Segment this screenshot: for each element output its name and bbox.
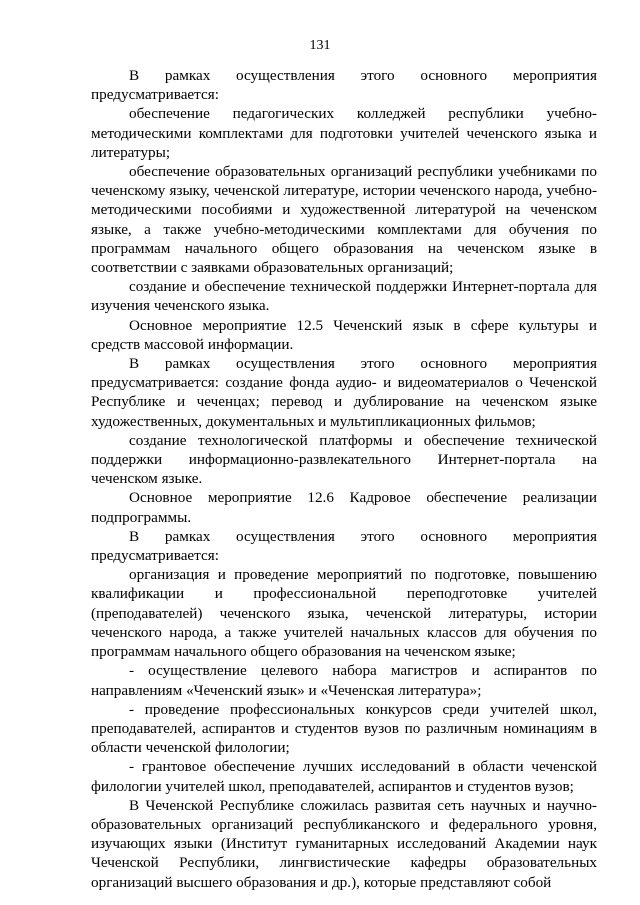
paragraph-tech-platform: создание технологической платформы и обеспечение технической поддержки информационно-развлекательного Интернет-портала на чеченском языке. (91, 431, 597, 488)
paragraph-measure-12-6: Основное мероприятие 12.6 Кадровое обеспечение реализации подпрограммы. (91, 489, 597, 526)
paragraph-colleges-kits: обеспечение педагогических колледжей республики учебно-методическими комплектами для подготовки учителей чеченского языка и литературы; (91, 105, 597, 161)
paragraph-grants: - грантовое обеспечение лучших исследований в области чеченской филологии учителей школ, преподавателей, аспирантов и студентов вузов; (91, 758, 597, 795)
paragraph-measure-12-5: Основное мероприятие 12.5 Чеченский язык в сфере культуры и средств массовой информации. (91, 316, 597, 353)
page-number: 131 (309, 38, 331, 53)
paragraph-internet-portal: создание и обеспечение технической поддержки Интернет-портала для изучения чеченского языка. (91, 278, 597, 315)
paragraph-intro-12-6: В рамках осуществления этого основного мероприятия предусматривается: (91, 527, 597, 565)
paragraph-targeted-enrollment: - осуществление целевого набора магистров и аспирантов по направлениям «Чеченский язык» и «Чеченская литература»; (91, 662, 597, 699)
paragraph-media-fund: В рамках осуществления этого основного мероприятия предусматривается: создание фонда аудио- и видеоматериалов о Чеченской Республике и чеченцах; перевод и дублирование на чеченском языке художественных, документальных и мультипликационных фильмов; (91, 355, 597, 430)
paragraph-research-network: В Чеченской Республике сложилась развитая сеть научных и научно-образовательных организаций республиканского и федерального уровня, изучающих языки (Институт гуманитарных исследований Академии наук Чеченской Республики, лингвистические кафедры образовательных организаций высшего образования и др.), которые представляют собой (91, 796, 597, 891)
paragraph-training: организация и проведение мероприятий по подготовке, повышению квалификации и профессиональной переподготовке учителей (преподавателей) чеченского языка, чеченской литературы, истории чеченского народа, а также учителей начальных классов для обучения по программам начального общего образования на чеченском языке; (91, 566, 597, 661)
paragraph-intro-12-4: В рамках осуществления этого основного мероприятия предусматривается: (91, 67, 597, 104)
paragraph-contests: - проведение профессиональных конкурсов среди учителей школ, преподавателей, аспирантов и студентов вузов по различным номинациям в области чеченской филологии; (91, 700, 597, 757)
body-text (91, 66, 597, 892)
paragraph-textbooks: обеспечение образовательных организаций республики учебниками по чеченскому языку, чеченской литературе, истории чеченского народа, учебно-методическими пособиями и художественной литературой на чеченском языке, а также учебно-методическими комплектами для обучения по программам начального общего образования на чеченском языке в соответствии с заявками образовательных организаций; (91, 163, 597, 277)
